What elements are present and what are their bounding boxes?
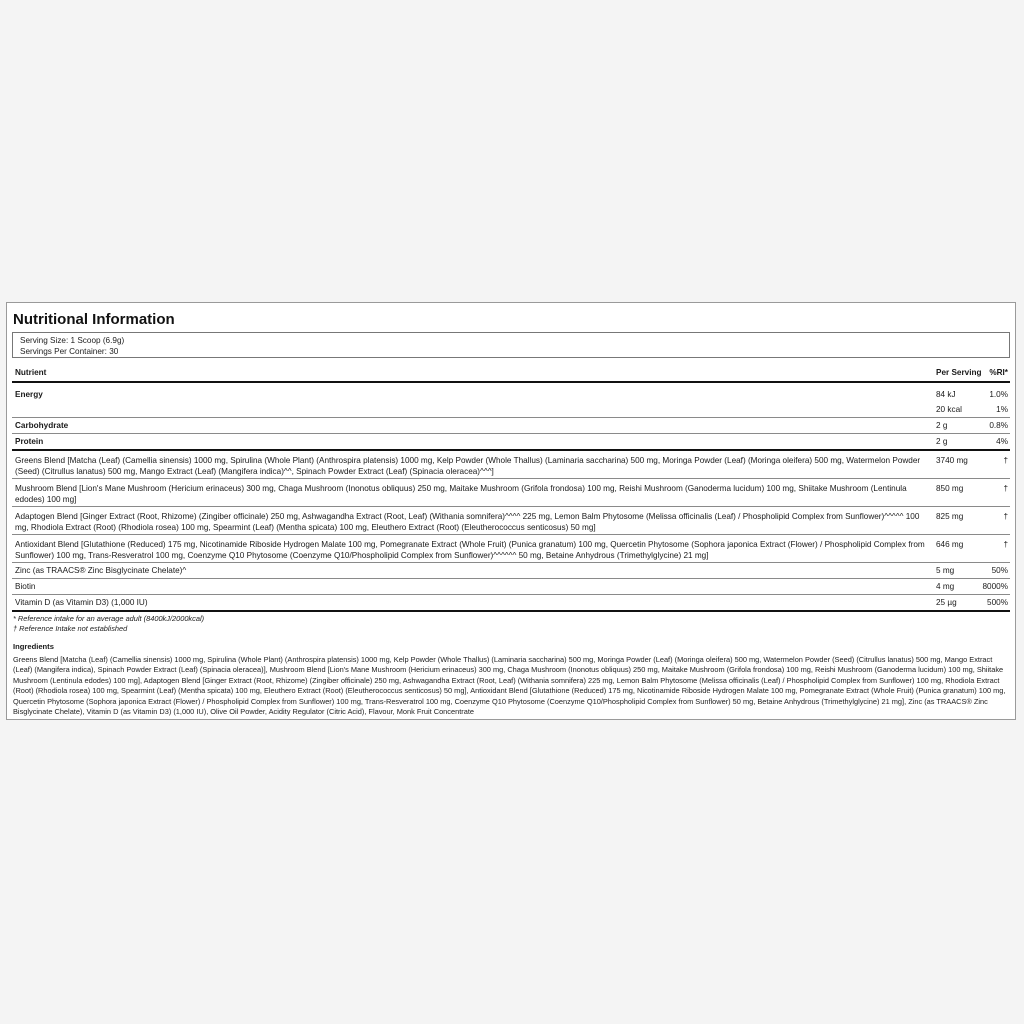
energy-kj: 84 kJ (936, 390, 956, 399)
adaptogen-blend-ri: † (1003, 512, 1008, 521)
vitamin-d-label: Vitamin D (as Vitamin D3) (1,000 IU) (15, 598, 148, 607)
carbohydrate-label: Carbohydrate (15, 421, 69, 430)
table-row-vitamin-d (12, 595, 1010, 612)
adaptogen-blend-value: 825 mg (936, 512, 964, 521)
servings-per-container: Servings Per Container: 30 (20, 347, 119, 356)
footnotes (13, 614, 204, 634)
zinc-label: Zinc (as TRAACS® Zinc Bisglycinate Chelate)^ (15, 566, 187, 575)
greens-blend-ri: † (1003, 456, 1008, 465)
table-row-antioxidant-blend (12, 535, 1010, 563)
table-row-adaptogen-blend (12, 507, 1010, 535)
nutrition-table (12, 363, 1010, 612)
energy-kcal: 20 kcal (936, 405, 962, 414)
biotin-label: Biotin (15, 582, 36, 591)
adaptogen-blend-label: Adaptogen Blend [Ginger Extract (Root, Rhizome) (Zingiber officinale) 250 mg, Ashwagandha Extract (Root, Leaf) (Withania somnifera)^^^^ 225 mg, Lemon Balm Phytosome (Melissa officinalis (Leaf) / Phospholipid Complex from Sunflower)^^^^^ 100 mg, Rhodiola Extract (Root) (Rhodiola rosea) 100 mg, Spearmint (Leaf) (Mentha spicata) 100 mg, Eleuthero Extract (Root) (Eleutherococcus senticosus) 50 mg] (15, 512, 920, 532)
table-header-row (12, 363, 1010, 383)
greens-blend-label: Greens Blend [Matcha (Leaf) (Camellia sinensis) 1000 mg, Spirulina (Whole Plant) (Anthrospira platensis) 1000 mg, Kelp Powder (Whole Thallus) (Laminaria saccharina) 500 mg, Moringa Powder (Leaf) (Moringa oleifera) 500 mg, Watermelon Powder (Seed) (Citrullus lanatus) 500 mg, Mango Extract (Leaf) (Mangifera indica)^^, Spinach Powder Extract (Leaf) (Spinacia oleracea)^^^] (15, 456, 921, 476)
carbohydrate-value: 2 g (936, 421, 948, 430)
table-row-energy (12, 383, 1010, 418)
protein-value: 2 g (936, 437, 948, 446)
zinc-value: 5 mg (936, 566, 955, 575)
vitamin-d-value: 25 µg (936, 598, 957, 607)
mushroom-blend-ri: † (1003, 484, 1008, 493)
ingredients-heading: Ingredients (13, 642, 54, 651)
ri-footnote: * Reference intake for an average adult (8400kJ/2000kcal) (13, 614, 205, 623)
ingredients-text: Greens Blend [Matcha (Leaf) (Camellia sinensis) 1000 mg, Spirulina (Whole Plant) (Anthrospira platensis) 1000 mg, Kelp Powder (Whole Thallus) (Laminaria saccharina) 500 mg, Moringa Powder (Leaf) (Moringa oleifera) 500 mg, Watermelon Powder (Seed) (Citrullus lanatus) 500 mg, Mango Extract (Leaf) (Mangifera indica), Spinach Powder Extract (Leaf) (Spinacia oleracea)], Mushroom Blend [Lion's Mane Mushroom (Hericium erinaceus) 300 mg, Chaga Mushroom (Inonotus obliquus) 250 mg, Maitake Mushroom (Grifola frondosa) 100 mg, Reishi Mushroom (Ganoderma lucidum) 100 mg, Shiitake Mushroom (Lentinula edodes) 100 mg], Adaptogen Blend [Ginger Extract (Root, Rhizome) (Zingiber officinale) 250 mg, Ashwagandha Extract (Root, Leaf) (Withania somnifera) 225 mg, Lemon Balm Phytosome (Melissa officinalis (Leaf) / Phospholipid Complex from Sunflower) 100 mg, Rhodiola Extract (Root) (Rhodiola rosea) 100 mg, Spearmint (Leaf) (Mentha spicata) 100 mg, Eleuthero Extract (Root) (Eleutherococcus senticosus) 50 mg], Antioxidant Blend [Glutathione (Reduced) 175 mg, Nicotinamide Riboside Hydrogen Malate 100 mg, Pomegranate Extract (Whole Fruit) (Punica granatum) 100 mg, Quercetin Phytosome (Sophora japonica Extract (Flower) / Phospholipid Complex from Sunflower) 100 mg, Trans-Resveratrol 100 mg, Coenzyme Q10 Phytosome (Coenzyme Q10/Phospholipid Complex from Sunflower) 50 mg, Betaine Anhydrous (Trimethylglycine) 21 mg], Zinc (as TRAACS® Zinc Bisglycinate Chelate), Vitamin D (as Vitamin D3) (1,000 IU), Olive Oil Powder, Acidity Regulator (Citric Acid), Flavour, Monk Fruit Concentrate (13, 655, 1006, 717)
biotin-ri: 8000% (982, 582, 1008, 591)
energy-kj-ri: 1.0% (989, 390, 1008, 399)
table-row-zinc (12, 563, 1010, 579)
table-row-carbohydrate (12, 418, 1010, 434)
energy-kcal-ri: 1% (996, 405, 1008, 414)
antioxidant-blend-value: 646 mg (936, 540, 964, 549)
protein-label: Protein (15, 437, 44, 446)
header-nutrient: Nutrient (15, 368, 47, 377)
serving-size: Serving Size: 1 Scoop (6.9g) (20, 336, 125, 345)
mushroom-blend-label: Mushroom Blend [Lion's Mane Mushroom (Hericium erinaceus) 300 mg, Chaga Mushroom (Inonotus obliquus) 250 mg, Maitake Mushroom (Grifola frondosa) 100 mg, Reishi Mushroom (Ganoderma lucidum) 100 mg, Shiitake Mushroom (Lentinula edodes) 100 mg] (15, 484, 907, 504)
protein-ri: 4% (996, 437, 1008, 446)
vitamin-d-ri: 500% (987, 598, 1008, 607)
header-ri: %RI* (989, 368, 1008, 377)
panel-title: Nutritional Information (13, 311, 175, 328)
carbohydrate-ri: 0.8% (989, 421, 1008, 430)
antioxidant-blend-ri: † (1003, 540, 1008, 549)
table-row-protein (12, 434, 1010, 451)
greens-blend-value: 3740 mg (936, 456, 968, 465)
dagger-footnote: † Reference Intake not established (13, 624, 128, 633)
mushroom-blend-value: 850 mg (936, 484, 964, 493)
antioxidant-blend-label: Antioxidant Blend [Glutathione (Reduced) 175 mg, Nicotinamide Riboside Hydrogen Malate 100 mg, Pomegranate Extract (Whole Fruit) (Punica granatum) 100 mg, Quercetin Phytosome (Sophora japonica Extract (Flower) / Phospholipid Complex from Sunflower) 100 mg, Trans-Resveratrol 100 mg, Coenzyme Q10 Phytosome (Coenzyme Q10/Phospholipid Complex from Sunflower)^^^^^^ 50 mg, Betaine Anhydrous (Trimethylglycine) 21 mg] (15, 540, 925, 560)
header-per-serving: Per Serving (936, 368, 982, 377)
table-row-biotin (12, 579, 1010, 595)
table-row-mushroom-blend (12, 479, 1010, 507)
energy-label: Energy (15, 390, 43, 399)
table-row-greens-blend (12, 451, 1010, 479)
nutrition-panel (6, 302, 1016, 720)
serving-info-box (12, 332, 1010, 358)
biotin-value: 4 mg (936, 582, 955, 591)
zinc-ri: 50% (991, 566, 1008, 575)
